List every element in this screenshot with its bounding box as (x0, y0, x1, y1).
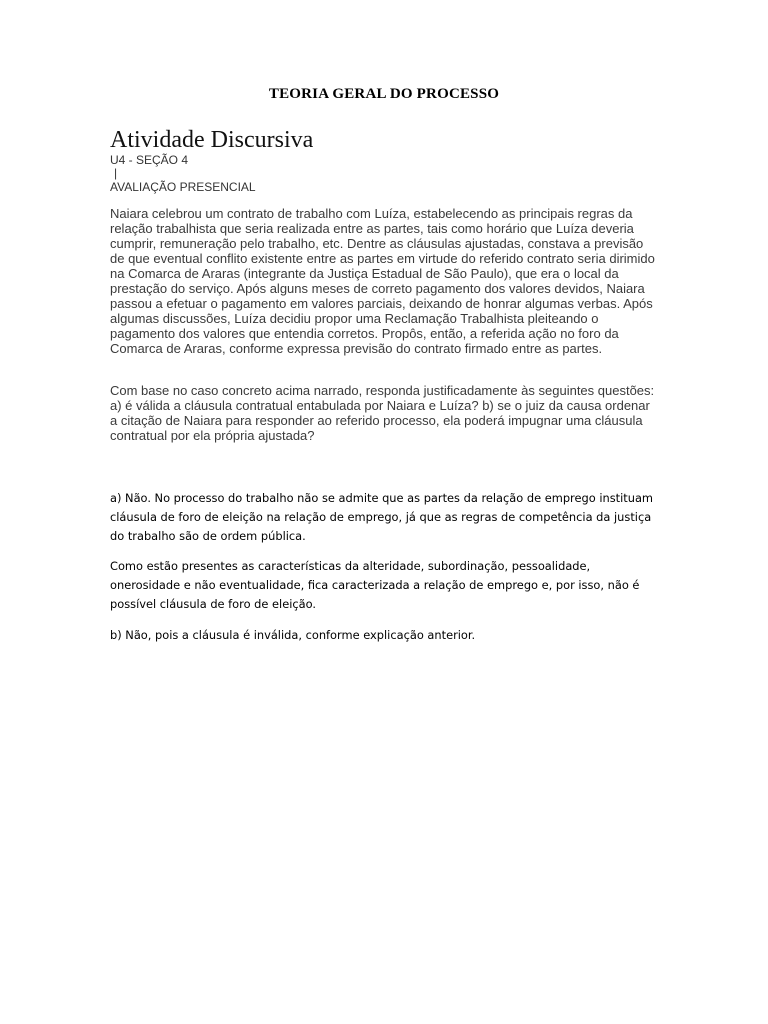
answer-b-paragraph: b) Não, pois a cláusula é inválida, conforme explicação anterior. (110, 628, 476, 642)
separator-mark: | (114, 166, 118, 180)
section-label: U4 - SEÇÃO 4 (110, 153, 189, 167)
answer-justification-paragraph: Como estão presentes as características da alteridade, subordinação, pessoalidade, onerosidade e não eventualidade, fica caracterizada a relação de emprego e, por isso, não é possível cláusula de foro de eleição. (110, 559, 640, 611)
evaluation-label: AVALIAÇÃO PRESENCIAL (110, 180, 256, 194)
answer-a-paragraph: a) Não. No processo do trabalho não se admite que as partes da relação de emprego instituam cláusula de foro de eleição na relação de emprego, já que as regras de competência da justiça do trabalho são de ordem pública. (110, 491, 654, 543)
case-paragraph: Naiara celebrou um contrato de trabalho com Luíza, estabelecendo as principais regras da relação trabalhista que seria realizada entre as partes, tais como horário que Luíza deveria cumprir, remuneração pelo trabalho, etc. Dentre as cláusulas ajustadas, constava a previsão de que eventual conflito existente entre as partes em virtude do referido contrato seria dirimido na Comarca de Araras (integrante da Justiça Estadual de São Paulo), que era o local da prestação do serviço. Após alguns meses de correto pagamento dos valores devidos, Naiara passou a efetuar o pagamento em valores parciais, deixando de honrar algumas verbas. Após algumas discussões, Luíza decidiu propor uma Reclamação Trabalhista pleiteando o pagamento dos valores que entendia corretos. Propôs, então, a referida ação no foro da Comarca de Araras, conforme expressa previsão do contrato firmado entre as partes. (110, 206, 655, 356)
course-title: TEORIA GERAL DO PROCESSO (268, 86, 500, 102)
question-paragraph: Com base no caso concreto acima narrado, responda justificadamente às seguintes questões: a) é válida a cláusula contratual entabulada por Naiara e Luíza? b) se o juiz da causa ordenar a citação de Naiara para responder ao referido processo, ela poderá impugnar uma cláusula contratual por ela própria ajustada? (110, 383, 655, 443)
activity-title: Atividade Discursiva (110, 127, 314, 153)
